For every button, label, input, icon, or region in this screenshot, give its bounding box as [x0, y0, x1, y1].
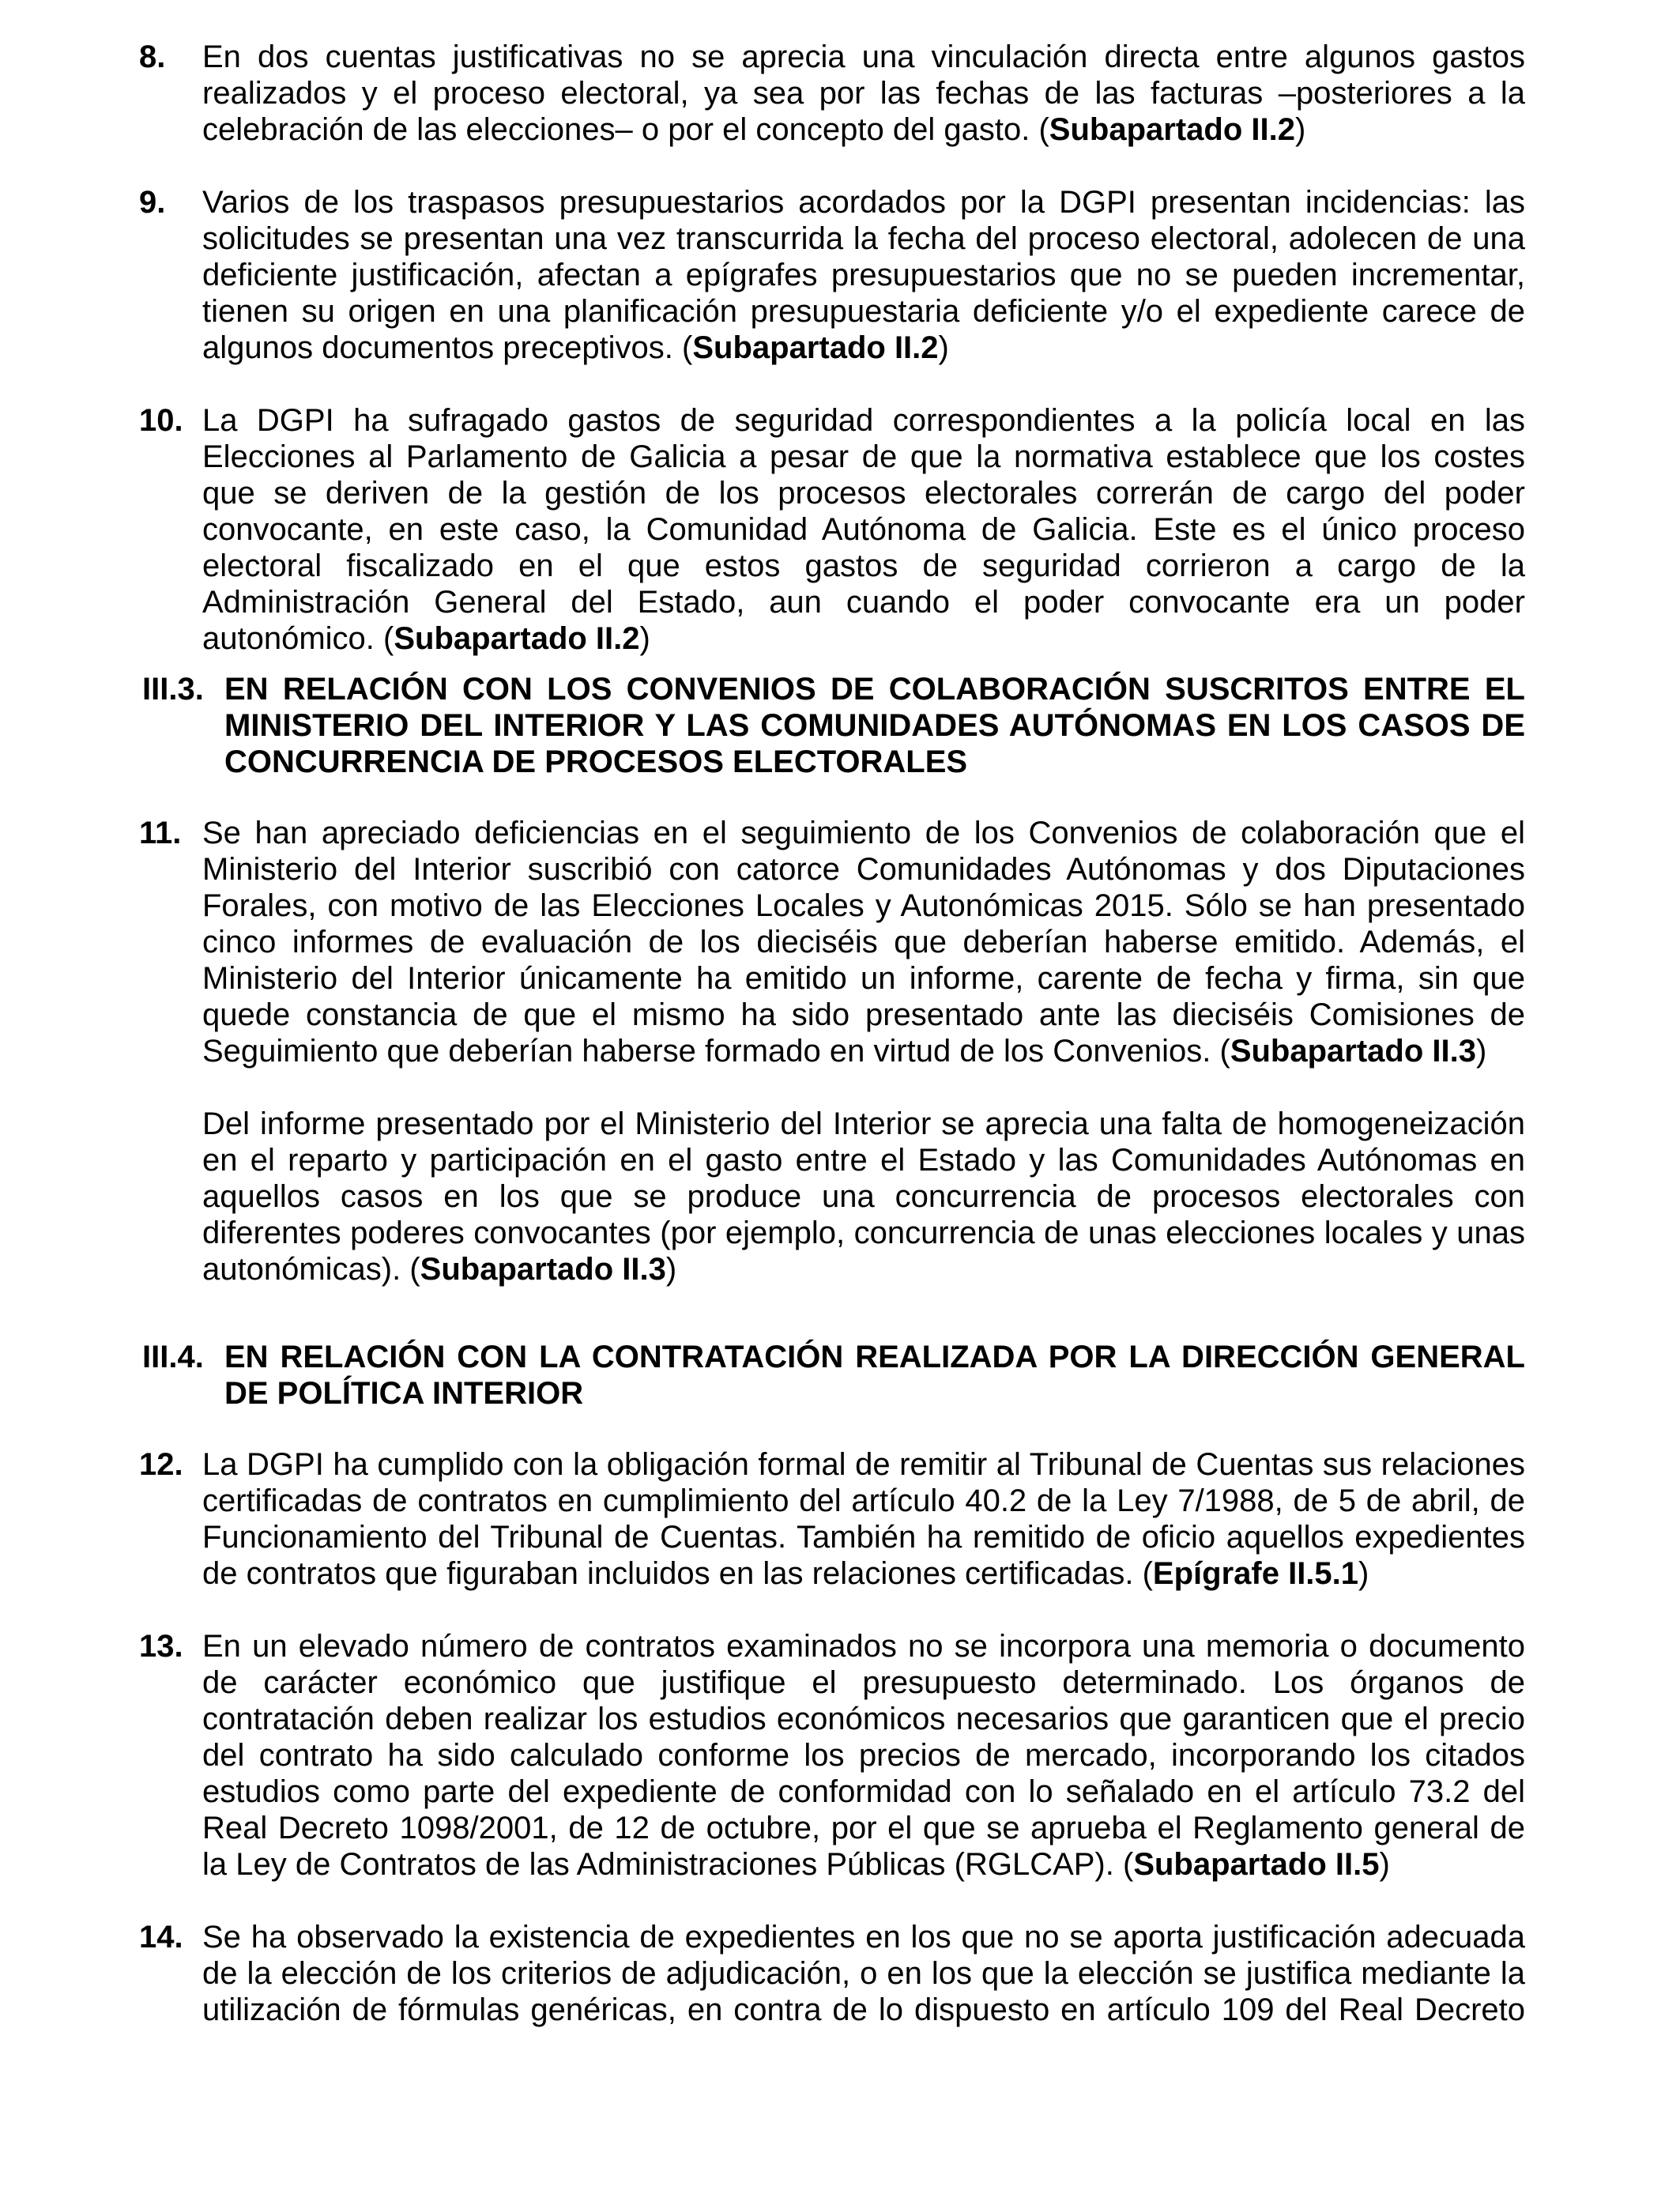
finding-number: 14.	[139, 1920, 183, 1955]
finding-number: 13.	[139, 1629, 183, 1664]
finding-item-9	[139, 184, 1525, 366]
section-title: EN RELACIÓN CON LA CONTRATACIÓN REALIZADA POR LA DIRECCIÓN GENERAL DE POLÍTICA INTERIOR	[224, 1340, 1525, 1411]
section-number: III.3.	[142, 672, 204, 707]
finding-reference: Subapartado II.3	[1230, 1034, 1476, 1069]
section-heading-iii-3	[142, 671, 1525, 780]
finding-item-14	[139, 1919, 1525, 2028]
finding-text: Se ha observado la existencia de expedientes en los que no se aporta justificación adecuada de la elección de los criterios de adjudicación, o en los que la elección se justifica mediante la utilización de fórmulas genéricas, en contra de lo dispuesto en artículo 109 del Real Decreto	[202, 1920, 1525, 2027]
finding-text: La DGPI ha cumplido con la obligación formal de remitir al Tribunal de Cuentas sus relaciones certificadas de contratos en cumplimiento del artículo 40.2 de la Ley 7/1988, de 5 de abril, de Funcionamiento del Tribunal de Cuentas. También ha remitido de oficio aquellos expedientes de contratos que figuraban incluidos en las relaciones certificadas. (	[202, 1447, 1525, 1591]
finding-paragraph: En dos cuentas justificativas no se aprecia una vinculación directa entre algunos gastos realizados y el proceso electoral, ya sea por las fechas de las facturas –posteriores a la celebración de las elecciones– o por el concepto del gasto. (Subapartado II.2)	[202, 40, 1525, 147]
finding-number: 8.	[139, 40, 166, 74]
finding-text: Varios de los traspasos presupuestarios acordados por la DGPI presentan incidencias: las solicitudes se presentan una vez transcurrida la fecha del proceso electoral, adolecen de una deficiente justificación, afectan a epígrafes presupuestarios que no se pueden incrementar, tienen su origen en una planificación presupuestaria deficiente y/o el expediente carece de algunos documentos preceptivos. (	[202, 185, 1525, 365]
finding-number: 11.	[139, 816, 182, 850]
finding-text: La DGPI ha sufragado gastos de seguridad correspondientes a la policía local en las Elecciones al Parlamento de Galicia a pesar de que la normativa establece que los costes que se deriven de la gestión de los procesos electorales correrán de cargo del poder convocante, en este caso, la Comunidad Autónoma de Galicia. Este es el único proceso electoral fiscalizado en el que estos gastos de seguridad corrieron a cargo de la Administración General del Estado, aun cuando el poder convocante era un poder autonómico. (	[202, 403, 1525, 656]
finding-text: En dos cuentas justificativas no se aprecia una vinculación directa entre algunos gastos realizados y el proceso electoral, ya sea por las fechas de las facturas –posteriores a la celebración de las elecciones– o por el concepto del gasto. (	[202, 40, 1525, 147]
finding-paragraph	[202, 1919, 1525, 2028]
finding-paragraph-continuation: Del informe presentado por el Ministerio del Interior se aprecia una falta de homogeneización en el reparto y participación en el gasto entre el Estado y las Comunidades Autónomas en aquellos casos en los que se produce una concurrencia de procesos electorales con diferentes poderes convocantes (por ejemplo, concurrencia de unas elecciones locales y unas autonómicas). (Subapartado II.3)	[202, 1106, 1525, 1287]
finding-paragraph: La DGPI ha cumplido con la obligación formal de remitir al Tribunal de Cuentas sus relaciones certificadas de contratos en cumplimiento del artículo 40.2 de la Ley 7/1988, de 5 de abril, de Funcionamiento del Tribunal de Cuentas. También ha remitido de oficio aquellos expedientes de contratos que figuraban incluidos en las relaciones certificadas. (Epígrafe II.5.1)	[202, 1447, 1525, 1591]
finding-text: En un elevado número de contratos examinados no se incorpora una memoria o documento de carácter económico que justifique el presupuesto determinado. Los órganos de contratación deben realizar los estudios económicos necesarios que garanticen que el precio del contrato ha sido calculado conforme los precios de mercado, incorporando los citados estudios como parte del expediente de conformidad con lo señalado en el artículo 73.2 del Real Decreto 1098/2001, de 12 de octubre, por el que se aprueba el Reglamento general de la Ley de Contratos de las Administraciones Públicas (RGLCAP). (	[202, 1629, 1525, 1882]
finding-item-10	[139, 402, 1525, 657]
finding-item-11	[139, 815, 1525, 1287]
finding-paragraph: Se han apreciado deficiencias en el seguimiento de los Convenios de colaboración que el Ministerio del Interior suscribió con catorce Comunidades Autónomas y dos Diputaciones Forales, con motivo de las Elecciones Locales y Autonómicas 2015. Sólo se han presentado cinco informes de evaluación de los dieciséis que deberían haberse emitido. Además, el Ministerio del Interior únicamente ha emitido un informe, carente de fecha y firma, sin que quede constancia de que el mismo ha sido presentado ante las dieciséis Comisiones de Seguimiento que deberían haberse formado en virtud de los Convenios. (Subapartado II.3)	[202, 816, 1525, 1069]
finding-text: Del informe presentado por el Ministerio del Interior se aprecia una falta de homogeneización en el reparto y participación en el gasto entre el Estado y las Comunidades Autónomas en aquellos casos en los que se produce una concurrencia de procesos electorales con diferentes poderes convocantes (por ejemplo, concurrencia de unas elecciones locales y unas autonómicas). (	[202, 1106, 1525, 1287]
finding-reference: Epígrafe II.5.1	[1152, 1556, 1359, 1591]
section-number: III.4.	[142, 1340, 204, 1374]
section-title: EN RELACIÓN CON LOS CONVENIOS DE COLABORACIÓN SUSCRITOS ENTRE EL MINISTERIO DEL INTERIOR Y LAS COMUNIDADES AUTÓNOMAS EN LOS CASOS DE CONCURRENCIA DE PROCESOS ELECTORALES	[224, 672, 1525, 779]
finding-number: 9.	[139, 185, 166, 220]
finding-paragraph: En un elevado número de contratos examinados no se incorpora una memoria o documento de carácter económico que justifique el presupuesto determinado. Los órganos de contratación deben realizar los estudios económicos necesarios que garanticen que el precio del contrato ha sido calculado conforme los precios de mercado, incorporando los citados estudios como parte del expediente de conformidad con lo señalado en el artículo 73.2 del Real Decreto 1098/2001, de 12 de octubre, por el que se aprueba el Reglamento general de la Ley de Contratos de las Administraciones Públicas (RGLCAP). (Subapartado II.5)	[202, 1629, 1525, 1882]
finding-reference: Subapartado II.3	[420, 1252, 666, 1287]
finding-number: 12.	[139, 1447, 183, 1482]
finding-reference: Subapartado II.2	[692, 330, 939, 365]
finding-item-12	[139, 1446, 1525, 1592]
finding-paragraph: Varios de los traspasos presupuestarios acordados por la DGPI presentan incidencias: las solicitudes se presentan una vez transcurrida la fecha del proceso electoral, adolecen de una deficiente justificación, afectan a epígrafes presupuestarios que no se pueden incrementar, tienen su origen en una planificación presupuestaria deficiente y/o el expediente carece de algunos documentos preceptivos. (Subapartado II.2)	[202, 185, 1525, 365]
finding-item-8	[139, 39, 1525, 148]
finding-paragraph: La DGPI ha sufragado gastos de seguridad correspondientes a la policía local en las Elecciones al Parlamento de Galicia a pesar de que la normativa establece que los costes que se deriven de la gestión de los procesos electorales correrán de cargo del poder convocante, en este caso, la Comunidad Autónoma de Galicia. Este es el único proceso electoral fiscalizado en el que estos gastos de seguridad corrieron a cargo de la Administración General del Estado, aun cuando el poder convocante era un poder autonómico. (Subapartado II.2)	[202, 403, 1525, 656]
finding-number: 10.	[139, 403, 183, 438]
section-heading-iii-4	[142, 1339, 1525, 1412]
finding-reference: Subapartado II.2	[1049, 112, 1295, 147]
finding-reference: Subapartado II.2	[394, 621, 640, 656]
finding-reference: Subapartado II.5	[1133, 1847, 1380, 1882]
finding-text: Se han apreciado deficiencias en el seguimiento de los Convenios de colaboración que el Ministerio del Interior suscribió con catorce Comunidades Autónomas y dos Diputaciones Forales, con motivo de las Elecciones Locales y Autonómicas 2015. Sólo se han presentado cinco informes de evaluación de los dieciséis que deberían haberse emitido. Además, el Ministerio del Interior únicamente ha emitido un informe, carente de fecha y firma, sin que quede constancia de que el mismo ha sido presentado ante las dieciséis Comisiones de Seguimiento que deberían haberse formado en virtud de los Convenios. (	[202, 816, 1525, 1069]
finding-item-13	[139, 1628, 1525, 1883]
